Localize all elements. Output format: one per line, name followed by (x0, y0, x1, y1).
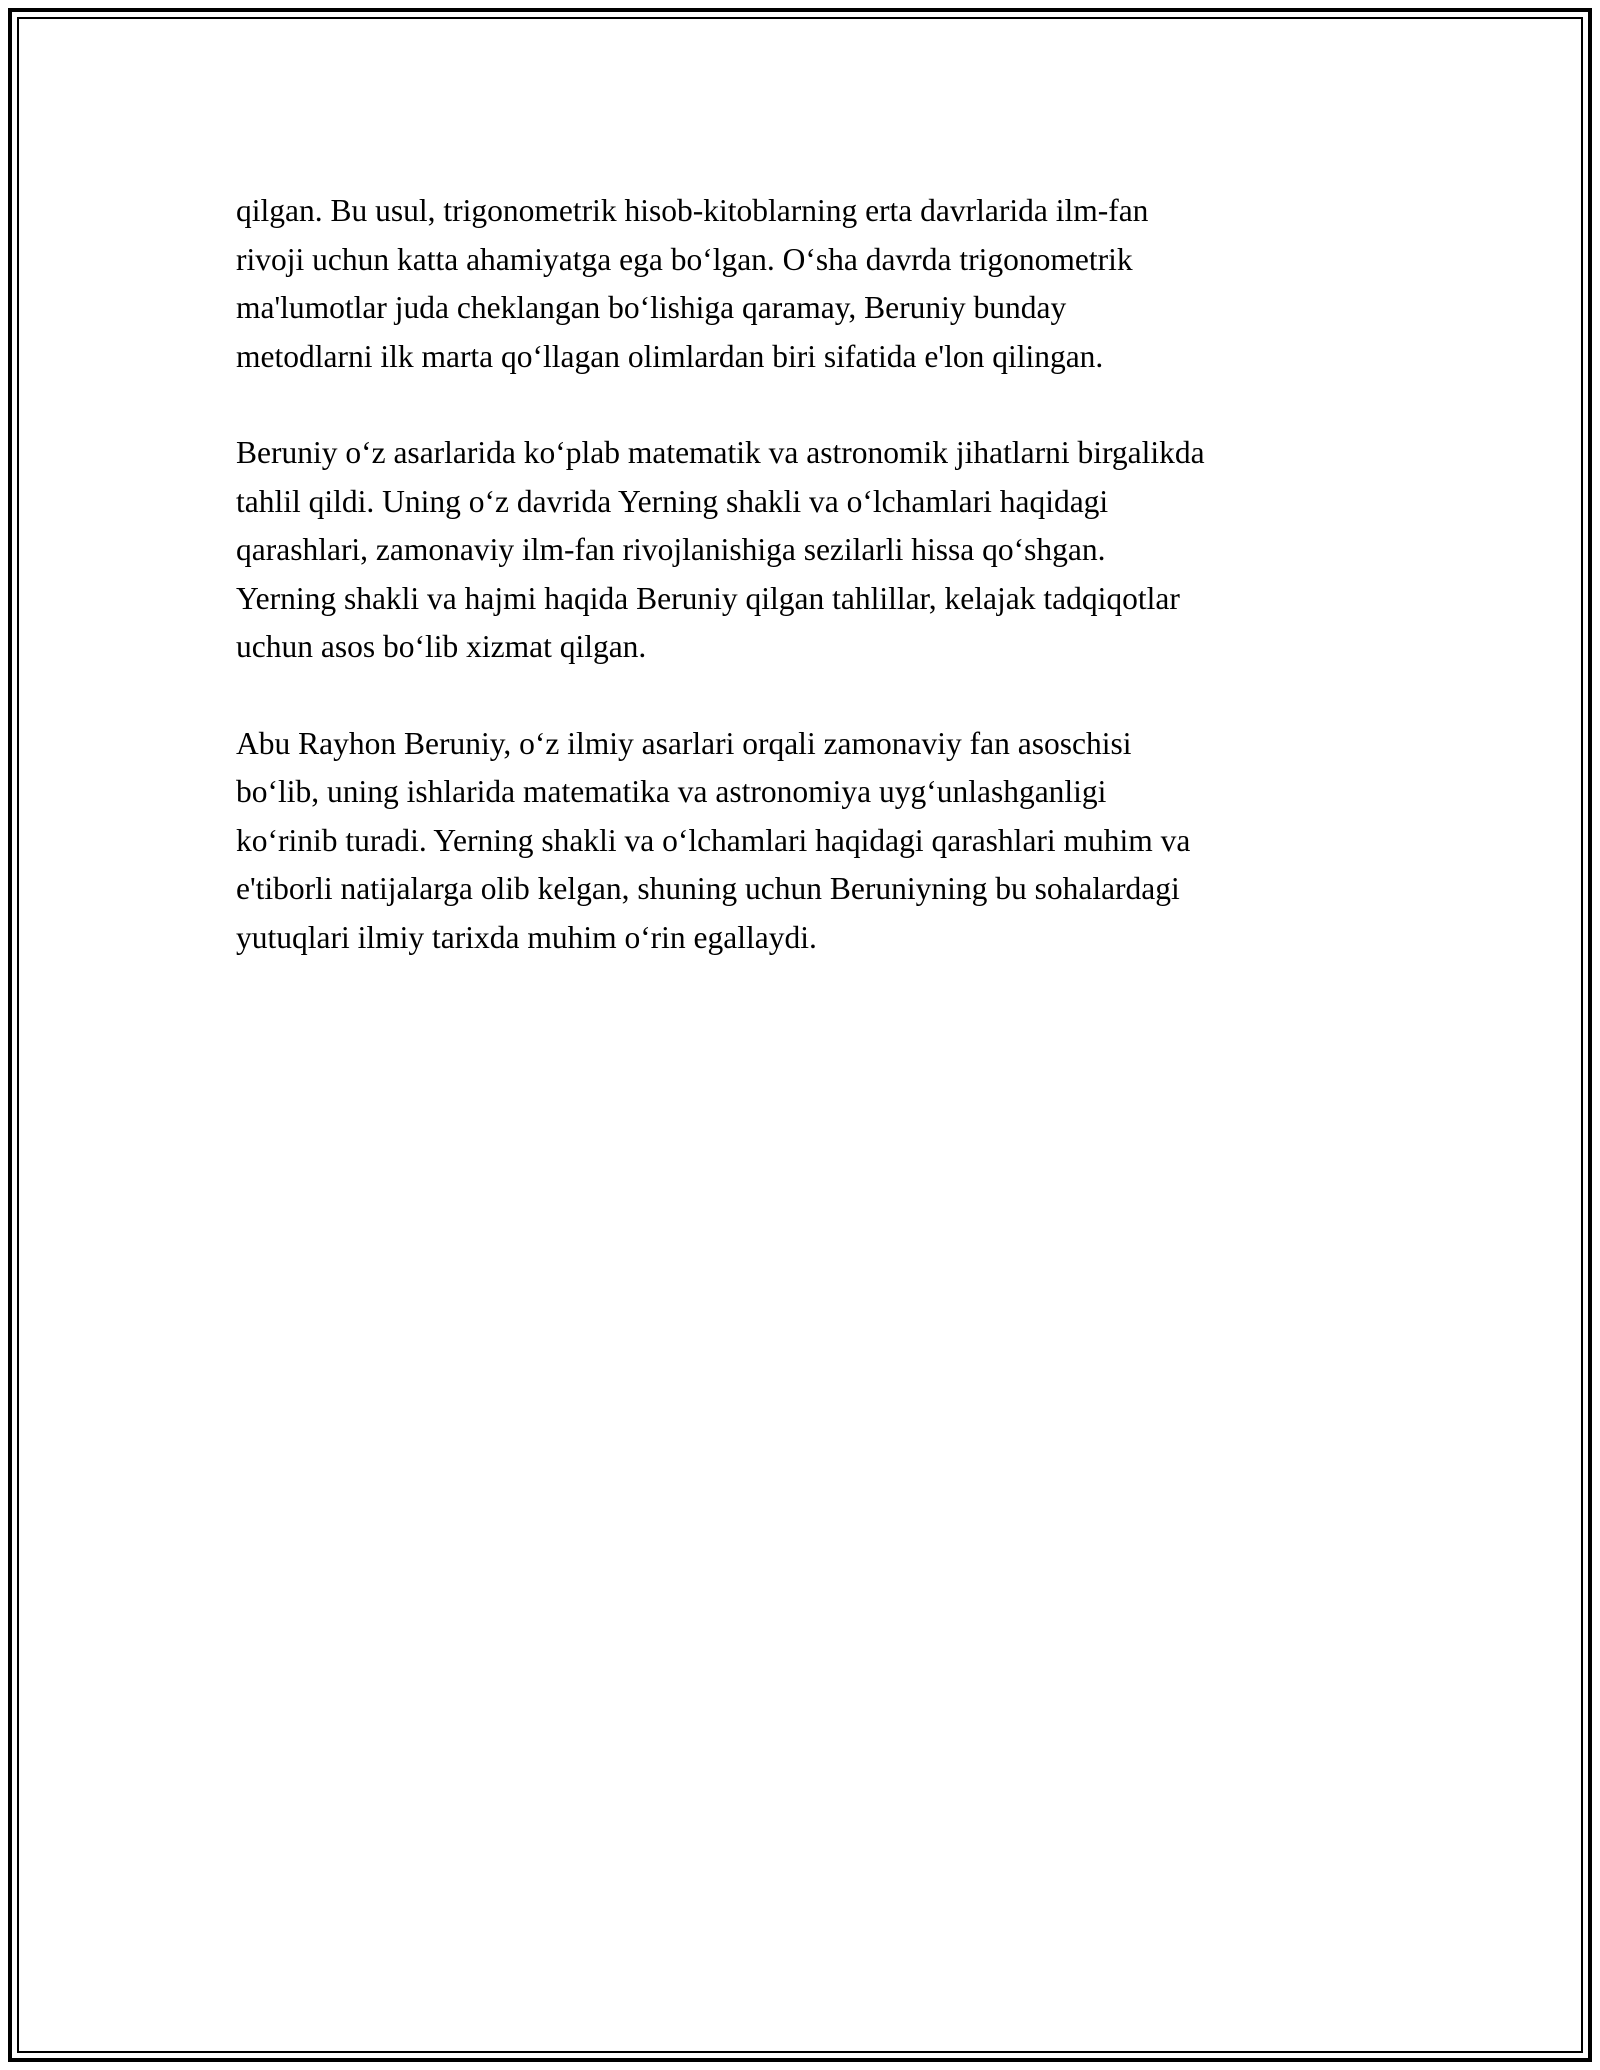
paragraph-2 (236, 429, 1376, 672)
text-line: Yerning shakli va hajmi haqida Beruniy qilgan tahlillar, kelajak tadqiqotlar (236, 580, 1180, 616)
text-line: Abu Rayhon Beruniy, o‘z ilmiy asarlari orqali zamonaviy fan asoschisi (236, 725, 1132, 761)
text-line: bo‘lib, uning ishlarida matematika va astronomiya uyg‘unlashganligi (236, 774, 1107, 809)
paragraph-3 (236, 720, 1376, 963)
document-body (236, 187, 1376, 1010)
paragraph-1 (236, 187, 1376, 381)
text-line: metodlarni ilk marta qo‘llagan olimlardan biri sifatida e'lon qilingan. (236, 338, 1104, 374)
text-line: e'tiborli natijalarga olib kelgan, shuning uchun Beruniyning bu sohalardagi (236, 871, 1180, 906)
text-line: ma'lumotlar juda cheklangan bo‘lishiga qaramay, Beruniy bunday (236, 290, 1067, 325)
text-line: rivoji uchun katta ahamiyatga ega bo‘lgan. O‘sha davrda trigonometrik (236, 241, 1133, 277)
text-line: qarashlari, zamonaviy ilm-fan rivojlanishiga sezilarli hissa qo‘shgan. (236, 532, 1106, 567)
text-line: ko‘rinib turadi. Yerning shakli va o‘lchamlari haqidagi qarashlari muhim va (236, 822, 1191, 858)
text-line: yutuqlari ilmiy tarixda muhim o‘rin egallaydi. (236, 919, 817, 955)
text-line: Beruniy o‘z asarlarida ko‘plab matematik va astronomik jihatlarni birgalikda (236, 435, 1205, 470)
text-line: tahlil qildi. Uning o‘z davrida Yerning shakli va o‘lchamlari haqidagi (236, 483, 1109, 519)
text-line: qilgan. Bu usul, trigonometrik hisob-kitoblarning erta davrlarida ilm-fan (236, 193, 1149, 228)
text-line: uchun asos bo‘lib xizmat qilgan. (236, 629, 647, 664)
